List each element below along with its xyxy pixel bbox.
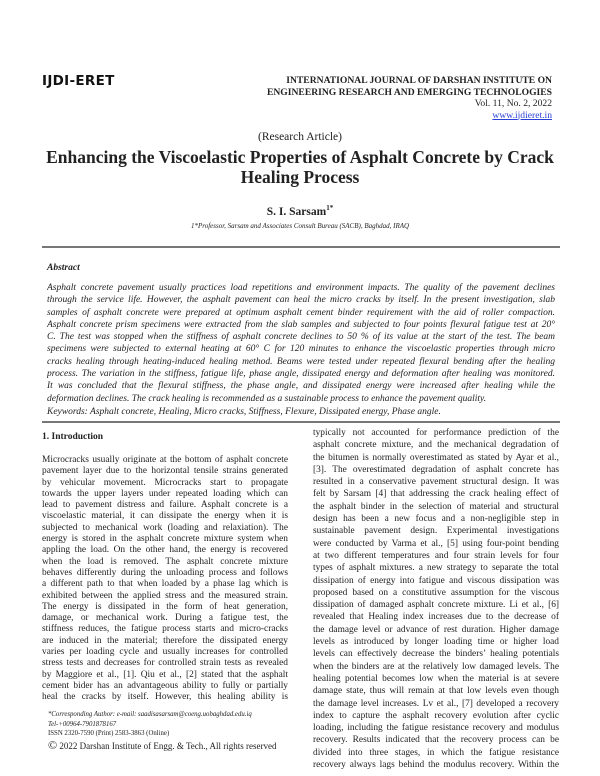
telephone: Tel-+00964-7901878167 bbox=[48, 720, 117, 728]
copyright bbox=[48, 739, 277, 752]
text-line: energy is stored in the asphalt concrete mixture system when bbox=[42, 534, 288, 545]
text-line: lead to pavement distress and failure. Asphalt concrete is a bbox=[42, 500, 288, 511]
text-line: C. The test was stopped when the stiffness of asphalt concrete declines to 50 % of its value at the start of the test. The beam bbox=[47, 332, 555, 343]
text-line: [3]. The overestimated degradation of asphalt concrete has bbox=[313, 464, 559, 475]
text-line: sustainable pavement design. Experimental investigations bbox=[313, 526, 559, 537]
text-line: It was concluded that the flexural stiffness, the phase angle, and dissipated energy were increased after healing while the bbox=[47, 381, 555, 392]
divider-abstract bbox=[42, 421, 560, 423]
text-line: levels as introduced by longer loading time or higher load bbox=[313, 637, 559, 648]
text-line: recovery always lags behind the modulus recovery. Within the bbox=[313, 760, 559, 771]
text-line: levels can effectively decrease the binders’ healing potentials bbox=[313, 649, 559, 660]
text-line: Asphalt concrete prism specimens were extracted from the slab samples and subjected to four points flexural fatigue test at 20° bbox=[47, 319, 555, 330]
text-line: stiffness reduces, the fatigue process starts and micro-cracks bbox=[42, 624, 288, 635]
text-line: at two different temperatures and four strain levels for four bbox=[313, 550, 559, 561]
issn: ISSN 2320-7590 (Print) 2583-3863 (Online) bbox=[48, 730, 170, 737]
text-line: the bitumen is normally overestimated as stated by Ayar et al., bbox=[313, 452, 559, 463]
article-type: (Research Article) bbox=[258, 131, 342, 143]
text-line: cement bider has an advantageous ability to fully or partially bbox=[42, 680, 288, 691]
text-line: types of asphalt mixtures. a new strategy to separate the total bbox=[313, 563, 559, 574]
text-line: by Maggiore et al., [1]. Qiu et al., [2] stated that the asphalt bbox=[42, 669, 288, 680]
text-line: the damage level or advance of rest duration. Higher damage bbox=[313, 624, 559, 635]
journal-url-link[interactable]: www.ijdieret.in bbox=[492, 109, 552, 121]
text-line: when the binders are at the relatively low damaged levels. The bbox=[313, 661, 559, 672]
text-line: behaves differently during the unloading process and follows bbox=[42, 567, 288, 578]
journal-logo: IJDI-ERET bbox=[42, 73, 115, 89]
text-line: specimens were subjected to external heating at 60° C for 120 minutes to enhance the viscoelastic properties through micro bbox=[47, 344, 555, 355]
text-line: dissipation of energy into fatigue and viscous dissipation was bbox=[313, 575, 559, 586]
text-line: damage state, thus will remain at that low levels even though bbox=[313, 686, 559, 697]
text-line: healing potential becomes low when the material is at severe bbox=[313, 673, 559, 684]
abstract-heading: Abstract bbox=[47, 263, 80, 273]
text-line: proposed based on a constitutive assumption for the viscous bbox=[313, 587, 559, 598]
text-line: loading, including the fatigue resistance recovery and modulus bbox=[313, 723, 559, 734]
article-title: Enhancing the Viscoelastic Properties of Asphalt Concrete by Crack Healing Process bbox=[46, 147, 554, 187]
text-line: the damage level increases. Lv et al., [7] developed a recovery bbox=[313, 698, 559, 709]
text-line: dissipation of damaged asphalt concrete mixture. Li et al., [6] bbox=[313, 600, 559, 611]
text-line: deformation declines. The crack healing is recommended as a sustainable process to enhance the pavement quality. bbox=[47, 393, 487, 404]
text-line: stress tests and decreases for controlled strain tests as revealed bbox=[42, 658, 288, 669]
text-line: Asphalt concrete pavement usually practices load repetitions and environment impacts. The quality of the pavement declines bbox=[47, 283, 555, 293]
text-line: were conducted by Varma et al., [5] using four-point bending bbox=[313, 538, 559, 549]
text-line: towards the upper layers under repeated loading which can bbox=[42, 488, 288, 499]
author-text: S. I. Sarsam bbox=[266, 205, 327, 218]
text-line: typically not accounted for performance prediction of the bbox=[313, 428, 559, 438]
journal-name-line1: INTERNATIONAL JOURNAL OF DARSHAN INSTITUTE ON bbox=[286, 75, 552, 86]
text-line: felt by Sarsam [4] that addressing the crack healing effect of bbox=[313, 489, 559, 500]
text-line: damage, or mechanical work. During a fatigue test, the bbox=[42, 613, 288, 624]
divider-top bbox=[42, 246, 560, 248]
text-line: by vehicular movement. Microcracks start to propagate bbox=[42, 477, 288, 488]
text-line: samples of asphalt concrete were prepared at optimum asphalt cement binder requirement with the aid of roller compaction. bbox=[47, 307, 555, 318]
text-line: process. The variation in the stiffness, fatigue life, phase angle, dissipated energy and deformation after healing was monitored. bbox=[47, 369, 555, 380]
text-line: varies per loading cycle and usually increases for controlled bbox=[42, 647, 288, 658]
text-line: through the service life. However, the asphalt pavement can heal the micro cracks by itself. In the present investigation, slab bbox=[47, 295, 555, 306]
text-line: a different path to that when loaded by a phase lag which is bbox=[42, 579, 288, 590]
text-line: recovery. Results indicated that the recovery process can be bbox=[313, 735, 559, 746]
author-name bbox=[0, 204, 600, 218]
text-line: viscoelastic material, it can dissipate the energy when it is bbox=[42, 511, 288, 522]
text-line: pavement layer due to the horizontal tensile strains generated bbox=[42, 466, 288, 477]
copyright-text: 2022 Darshan Institute of Engg. & Tech., All rights reserved bbox=[59, 740, 277, 751]
journal-volume: Vol. 11, No. 2, 2022 bbox=[474, 98, 552, 109]
journal-header bbox=[267, 75, 552, 121]
text-line: are induced in the material; therefore the dissipated energy bbox=[42, 635, 288, 646]
text-line: subjected to mechanical work (loading and relaxiation). The bbox=[42, 522, 288, 533]
text-line: appling the load. On the other hand, the energy is recovered bbox=[42, 545, 288, 556]
text-line: design has been a new focus and a non-negligible step in bbox=[313, 514, 559, 525]
section-heading-introduction: 1. Introduction bbox=[42, 432, 104, 442]
author-affiliation: 1*Professor, Sarsam and Associates Consult Bureau (SACB), Baghdad, IRAQ bbox=[190, 222, 410, 230]
intro-right-column bbox=[313, 427, 559, 771]
text-line: The energy is dissipated in the form of heat generation, bbox=[42, 601, 288, 612]
text-line: heal the cracks by itself. However, this healing ability is bbox=[42, 692, 288, 703]
abstract-body bbox=[47, 282, 555, 405]
text-line: index to capture the asphalt recovery evolution after cyclic bbox=[313, 710, 559, 721]
journal-name-line2: ENGINEERING RESEARCH AND EMERGING TECHNOLOGIES bbox=[266, 86, 552, 98]
corresponding-author: *Corresponding Author: e-mail: saadisasarsam@coeng.uobaghdad.edu.iq bbox=[48, 711, 252, 718]
keywords: Keywords: Asphalt concrete, Healing, Micro cracks, Stiffness, Flexure, Dissipated energy, Phase angle. bbox=[47, 407, 441, 417]
text-line: divided into three stages, in which the fatigue resistance bbox=[313, 747, 559, 758]
copyright-icon: © bbox=[48, 737, 58, 752]
text-line: resulted in a conservative pavement structural design. It was bbox=[313, 477, 559, 488]
footnote bbox=[48, 710, 277, 752]
text-line: the asphalt binder in the selection of material and structural bbox=[313, 501, 559, 512]
author-mark: 1* bbox=[326, 204, 334, 212]
text-line: Microcracks usually originate at the bottom of asphalt concrete bbox=[42, 455, 288, 465]
text-line: exhibited between the applied stress and the measured strain. bbox=[42, 590, 288, 601]
intro-left-column bbox=[42, 455, 288, 704]
text-line: asphalt concrete mixture, and the mechanical degradation of bbox=[313, 440, 559, 451]
text-line: when the load is removed. The asphalt concrete mixture bbox=[42, 556, 288, 567]
text-line: revealed that Healing index increases due to the decrease of bbox=[313, 612, 559, 623]
text-line: cracks healing through heating-induced healing method. Beams were tested under repeated flexural bending after the healing bbox=[47, 356, 555, 367]
